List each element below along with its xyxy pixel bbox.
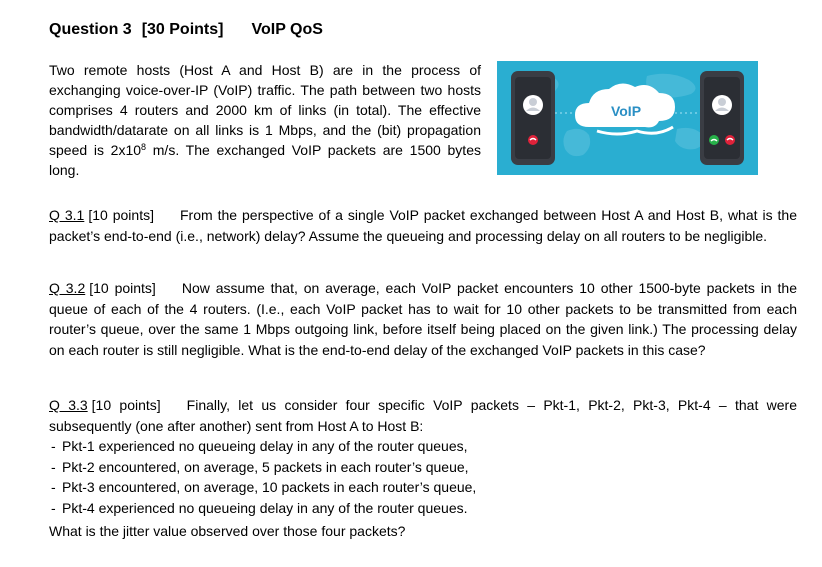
question-3-3-points: [10 points] — [91, 397, 161, 413]
question-3-1 — [49, 205, 797, 246]
question-3-3-id: Q 3.3 — [49, 397, 88, 413]
packet-item: - Pkt-2 encountered, on average, 5 packets in each router’s queue, — [49, 457, 797, 478]
question-3-2-points: [10 points] — [89, 280, 156, 296]
question-3-1-text: From the perspective of a single VoIP packet exchanged between Host A and Host B, what is the packet’s end-to-end (i.e., network) delay? Assume the queueing and processing delay on all routers to be negligible. — [49, 207, 797, 244]
intro-text-end: m/s. The exchanged VoIP packets are 1500 bytes long. — [49, 142, 481, 178]
intro-text-start: Two remote hosts (Host A and Host B) are in the process of exchanging voice-over-IP (VoIP) traffic. The path between two hosts comprises 4 routers and 2000 km of links (in total). The effective bandwidth/datarate on all links is 1 Mbps, and the (bit) propagation speed is 2x10 — [49, 62, 481, 158]
question-3-1-id: Q 3.1 — [49, 207, 85, 223]
question-points: [30 Points] — [141, 21, 224, 38]
question-3-3-intro — [49, 395, 797, 436]
cloud-label: VoIP — [610, 103, 642, 119]
question-topic: VoIP QoS — [251, 21, 323, 38]
intro-exponent: 8 — [141, 142, 147, 152]
question-3-3-text: Finally, let us consider four specific VoIP packets – Pkt-1, Pkt-2, Pkt-3, Pkt-4 – that were subsequently (one after another) sent from Host A to Host B: — [49, 397, 797, 434]
packet-item: - Pkt-3 encountered, on average, 10 packets in each router’s queue, — [49, 477, 797, 498]
right-phone-icon — [700, 71, 744, 165]
packet-item: - Pkt-1 experienced no queueing delay in any of the router queues, — [49, 436, 797, 457]
left-phone-icon — [511, 71, 555, 165]
question-3-2-id: Q 3.2 — [49, 280, 86, 296]
question-3-2-text: Now assume that, on average, each VoIP packet encounters 10 other 1500-byte packets in the queue of each of the 4 routers. (I.e., each VoIP packet has to wait for 10 other packets to be transmitted from each router’s queue, over the same 1 Mbps outgoing link, before itself being placed on the given link.) The processing delay on each router is still negligible. What is the end-to-end delay of the exchanged VoIP packets in this case? — [49, 280, 797, 358]
final-question: What is the jitter value observed over those four packets? — [49, 523, 406, 539]
question-3-1-points: [10 points] — [88, 207, 154, 223]
question-number: Question 3 — [49, 21, 132, 38]
question-3-2 — [49, 278, 797, 360]
question-heading — [49, 21, 323, 39]
question-3-3 — [49, 395, 797, 518]
packet-item: - Pkt-4 experienced no queueing delay in any of the router queues. — [49, 498, 797, 519]
intro-paragraph — [49, 60, 481, 180]
packet-list — [49, 436, 797, 518]
voip-illustration — [497, 61, 758, 175]
